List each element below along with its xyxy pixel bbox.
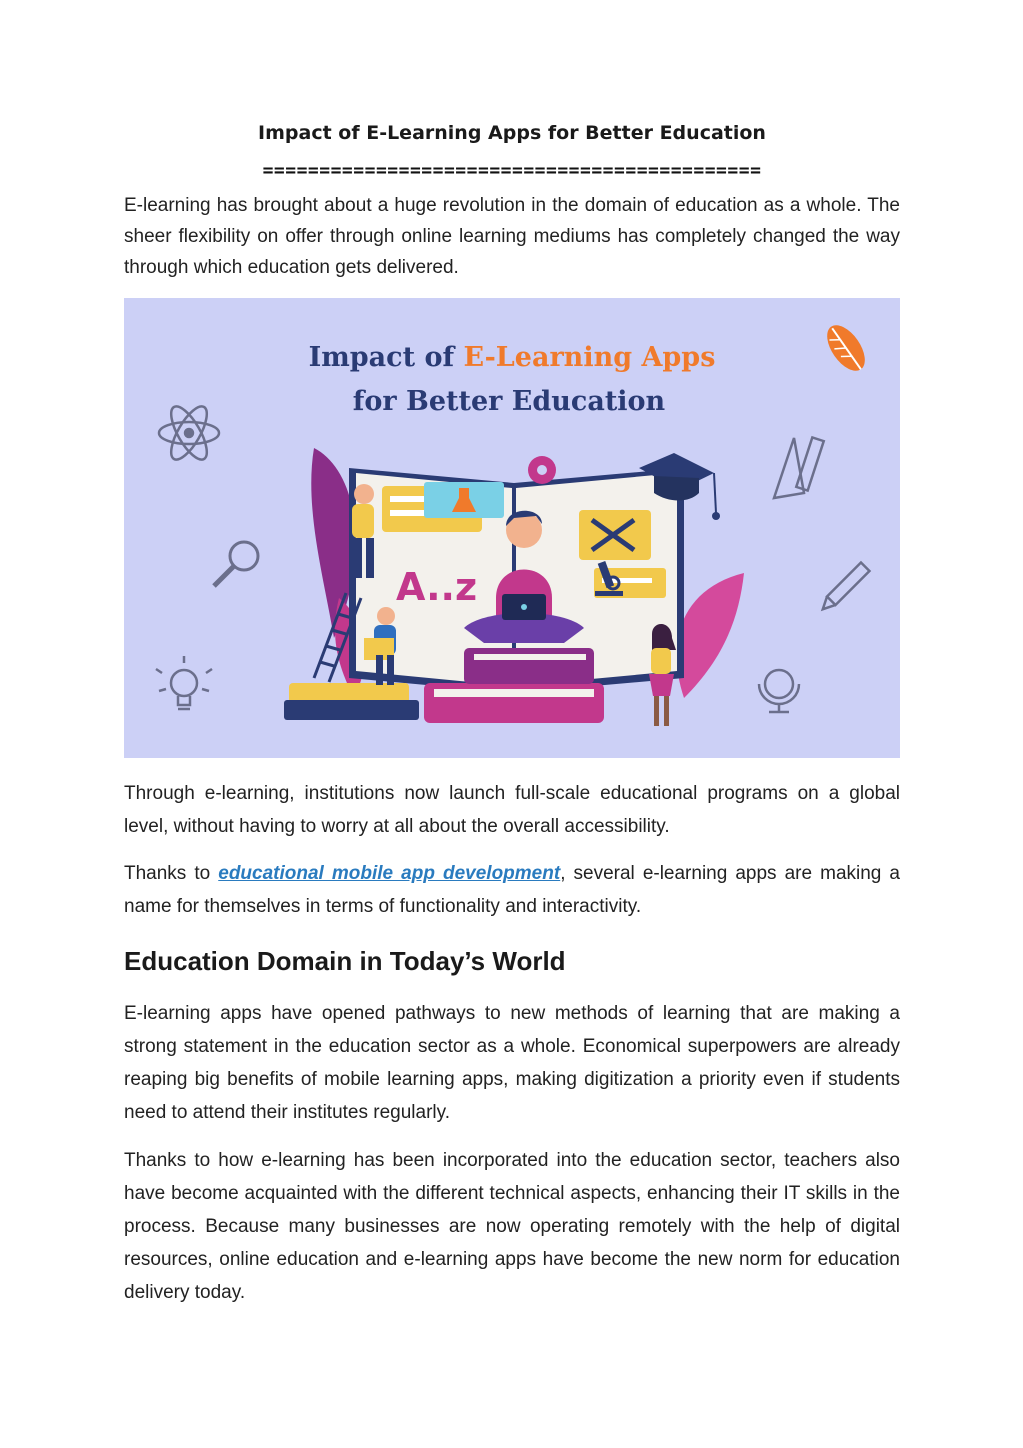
paragraph-app-development xyxy=(124,857,900,923)
paragraph-pathways: E-learning apps have opened pathways to new methods of learning that are making a strong statement in the education sector as a whole. Economical superpowers are already reaping big benefits of mobile learning apps, making digitization a priority even if students need to attend their institutes regularly. xyxy=(124,1003,900,1123)
lightbulb-icon xyxy=(156,656,212,709)
pencil-icon xyxy=(819,563,870,614)
paragraph-text: Thanks to xyxy=(124,863,219,884)
magnifier-icon xyxy=(214,542,258,586)
leaf-icon xyxy=(820,319,873,378)
paragraph-teachers: Thanks to how e-learning has been incorporated into the education sector, teachers also have become acquainted with the different technical aspects, enhancing their IT skills in the process. Because many businesses are now operating remotely with the help of digital resources, online education and e-learning apps have become the new norm for education delivery today. xyxy=(124,1150,900,1303)
hero-artwork xyxy=(124,298,900,758)
hero-illustration xyxy=(124,298,900,758)
educational-app-development-link[interactable]: educational mobile app development xyxy=(218,863,561,884)
book-letters: A..z xyxy=(396,565,478,609)
atom-icon xyxy=(159,402,219,465)
title-separator: ============================================ xyxy=(262,160,762,181)
gear-icon xyxy=(528,456,556,484)
ruler-icon xyxy=(774,437,824,498)
paragraph-text: , several e-learning apps are making a name for themselves in terms of functionality and interactivity. xyxy=(124,863,900,917)
section-heading: Education Domain in Today’s World xyxy=(124,946,566,976)
hero-title-line2: for Better Education xyxy=(352,386,666,417)
hero-title-line1: Impact of E-Learning Apps xyxy=(308,342,716,373)
decor-leaf-right xyxy=(677,573,745,698)
intro-paragraph: E-learning has brought about a huge revolution in the domain of education as a whole. The sheer flexibility on offer through online learning mediums has completely changed the way through which education gets delivered. xyxy=(124,195,900,278)
student-right-figure xyxy=(649,624,676,726)
globe-icon xyxy=(759,670,799,712)
document-title: Impact of E-Learning Apps for Better Education xyxy=(258,122,766,144)
paragraph-accessibility: Through e-learning, institutions now launch full-scale educational programs on a global level, without having to worry at all about the overall accessibility. xyxy=(124,783,900,837)
